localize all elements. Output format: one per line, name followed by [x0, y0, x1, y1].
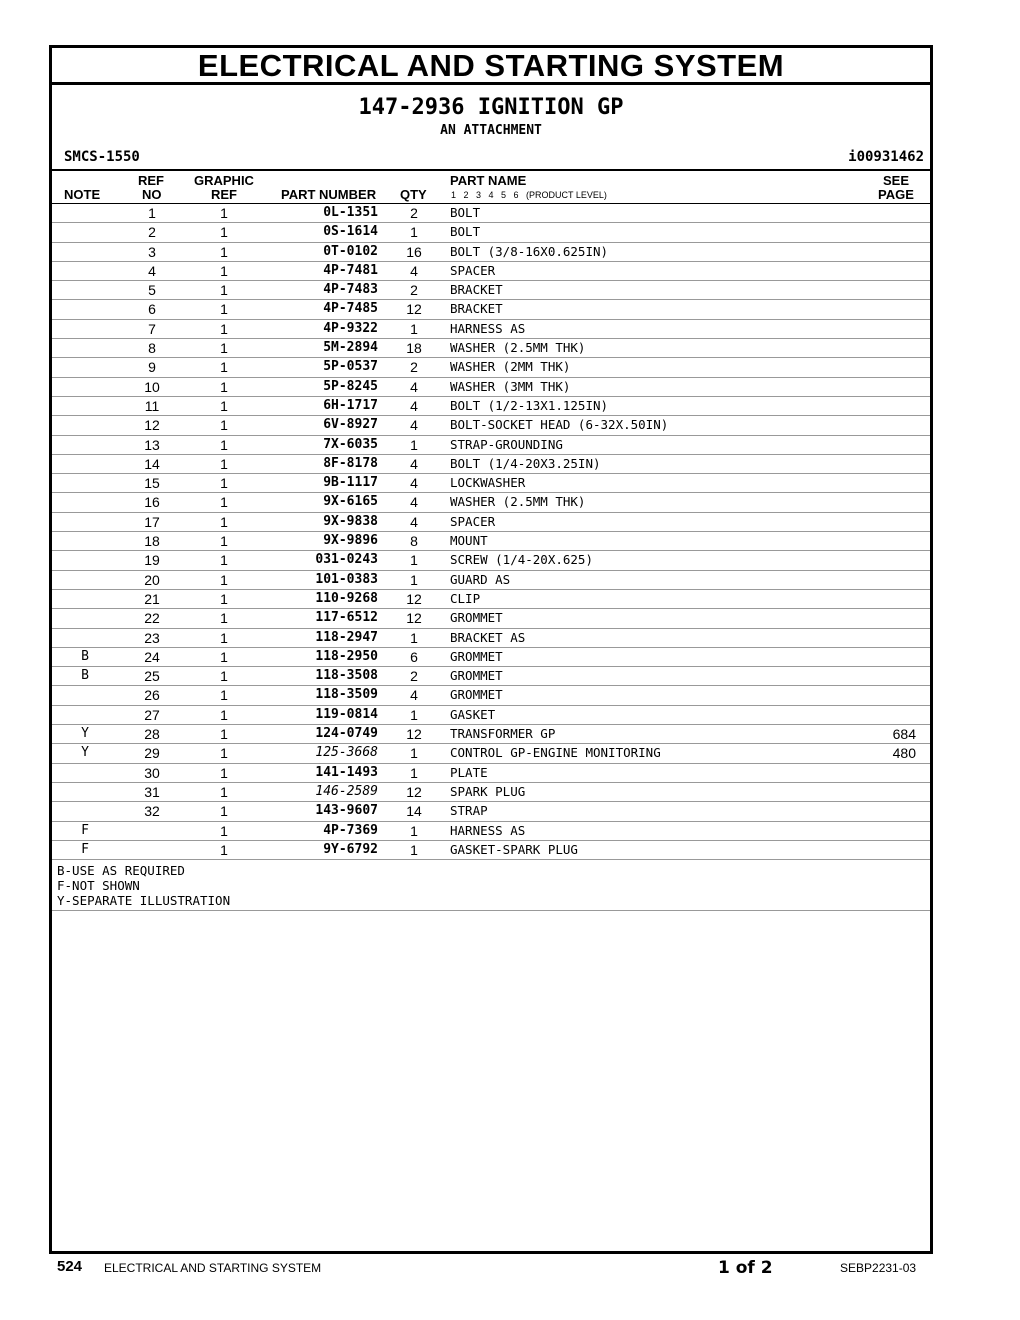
qty-cell: 12 — [406, 783, 422, 800]
ref-no-cell: 7 — [148, 320, 156, 337]
graphic-ref-cell: 1 — [220, 205, 228, 221]
note-cell: Y — [81, 726, 89, 742]
graphic-ref-cell: 1 — [220, 783, 228, 800]
graphic-ref-cell: 1 — [220, 494, 228, 511]
part-number-cell: 9X-9838 — [323, 513, 378, 529]
part-name-cell: BOLT (1/4-20X3.25IN) — [450, 455, 601, 471]
ref-no-cell: 23 — [144, 629, 160, 646]
ref-no-cell: 20 — [144, 571, 160, 588]
part-name-cell: STRAP — [450, 803, 488, 819]
part-number-cell: 110-9268 — [315, 590, 378, 606]
smcs-code: SMCS-1550 — [64, 149, 140, 165]
see-page-cell: 684 — [892, 726, 916, 743]
see-page-cell: 480 — [892, 745, 916, 762]
part-name-cell: CONTROL GP-ENGINE MONITORING — [450, 745, 661, 761]
table-row — [52, 648, 930, 667]
ref-no-cell: 26 — [144, 687, 160, 704]
part-number-cell: 4P-7369 — [323, 822, 378, 838]
qty-cell: 1 — [410, 320, 418, 337]
table-row — [52, 686, 930, 705]
ref-no-cell: 16 — [144, 494, 160, 511]
qty-cell: 1 — [410, 629, 418, 646]
note-cell: F — [81, 822, 89, 838]
qty-cell: 1 — [410, 706, 418, 723]
graphic-ref-cell: 1 — [220, 513, 228, 530]
qty-cell: 4 — [410, 397, 418, 414]
graphic-ref-cell: 1 — [220, 706, 228, 723]
part-name-cell: GROMMET — [450, 648, 503, 664]
part-number-cell: 5P-8245 — [323, 378, 378, 394]
table-row — [52, 590, 930, 609]
header-see-top: SEE — [883, 173, 910, 188]
part-number-cell: 118-2950 — [315, 648, 378, 664]
part-name-cell: WASHER (2.5MM THK) — [450, 494, 586, 510]
part-name-cell: GROMMET — [450, 687, 503, 703]
part-name-cell: BRACKET — [450, 282, 503, 298]
ref-no-cell: 30 — [144, 764, 160, 781]
table-row — [52, 725, 930, 744]
part-number-cell: 4P-7481 — [323, 262, 378, 278]
qty-cell: 8 — [410, 533, 418, 550]
part-name-cell: WASHER (2MM THK) — [450, 359, 571, 375]
ref-no-cell: 12 — [144, 417, 160, 434]
ref-no-cell: 15 — [144, 475, 160, 492]
qty-cell: 4 — [410, 475, 418, 492]
part-name-cell: GUARD AS — [450, 571, 511, 587]
part-name-cell: SPARK PLUG — [450, 783, 526, 799]
qty-cell: 1 — [410, 436, 418, 453]
graphic-ref-cell: 1 — [220, 803, 228, 820]
ref-no-cell: 31 — [144, 783, 160, 800]
table-row — [52, 262, 930, 281]
footer-page-number: 524 — [57, 1258, 83, 1275]
table-row — [52, 493, 930, 512]
ref-no-cell: 13 — [144, 436, 160, 453]
graphic-ref-cell: 1 — [220, 436, 228, 453]
notes-legend — [52, 860, 930, 911]
table-row — [52, 204, 930, 223]
graphic-ref-cell: 1 — [220, 571, 228, 588]
table-row — [52, 706, 930, 725]
ref-no-cell: 28 — [144, 726, 160, 743]
part-name-cell: STRAP-GROUNDING — [450, 436, 563, 452]
qty-cell: 4 — [410, 262, 418, 279]
part-name-cell: HARNESS AS — [450, 822, 526, 838]
graphic-ref-cell: 1 — [220, 648, 228, 665]
qty-cell: 4 — [410, 513, 418, 530]
table-row — [52, 243, 930, 262]
qty-cell: 12 — [406, 726, 422, 743]
note-line: Y-SEPARATE ILLUSTRATION — [57, 893, 231, 909]
part-number-cell: 117-6512 — [315, 610, 378, 626]
qty-cell: 2 — [410, 359, 418, 376]
parts-table-body — [52, 204, 930, 860]
part-name-cell: GROMMET — [450, 610, 503, 626]
table-row — [52, 416, 930, 435]
graphic-ref-cell: 1 — [220, 745, 228, 762]
part-number-cell: 124-0749 — [315, 726, 378, 742]
graphic-ref-cell: 1 — [220, 764, 228, 781]
graphic-ref-cell: 1 — [220, 224, 228, 241]
graphic-ref-cell: 1 — [220, 475, 228, 492]
ref-no-cell: 5 — [148, 282, 156, 299]
graphic-ref-cell: 1 — [220, 610, 228, 627]
qty-cell: 1 — [410, 764, 418, 781]
ref-no-cell: 22 — [144, 610, 160, 627]
graphic-ref-cell: 1 — [220, 552, 228, 569]
part-number-cell: 0T-0102 — [323, 243, 378, 259]
part-number-cell: 125-3668 — [315, 745, 378, 761]
note-cell: Y — [81, 745, 89, 761]
part-number-cell: 8F-8178 — [323, 455, 378, 471]
ref-no-cell: 21 — [144, 590, 160, 607]
part-name-cell: BOLT — [450, 224, 481, 240]
table-header — [52, 171, 930, 204]
table-row — [52, 513, 930, 532]
part-number-cell: 9X-9896 — [323, 533, 378, 549]
qty-cell: 1 — [410, 822, 418, 839]
part-name-cell: TRANSFORMER GP — [450, 726, 556, 742]
ref-no-cell: 25 — [144, 668, 160, 685]
header-product-level: 1 2 3 4 5 6 (PRODUCT LEVEL) — [451, 190, 607, 200]
part-name-cell: WASHER (3MM THK) — [450, 378, 571, 394]
part-name-cell: CLIP — [450, 590, 481, 606]
graphic-ref-cell: 1 — [220, 726, 228, 743]
part-number-cell: 9B-1117 — [323, 475, 378, 491]
table-row — [52, 764, 930, 783]
header-graphic-bottom: REF — [211, 187, 237, 202]
graphic-ref-cell: 1 — [220, 301, 228, 318]
part-number-cell: 141-1493 — [315, 764, 378, 780]
part-name-cell: BRACKET — [450, 301, 503, 317]
part-name-cell: WASHER (2.5MM THK) — [450, 340, 586, 356]
table-row — [52, 744, 930, 763]
graphic-ref-cell: 1 — [220, 262, 228, 279]
table-row — [52, 474, 930, 493]
table-row — [52, 841, 930, 860]
table-row — [52, 300, 930, 319]
qty-cell: 2 — [410, 668, 418, 685]
part-name-cell: HARNESS AS — [450, 320, 526, 336]
table-row — [52, 436, 930, 455]
qty-cell: 4 — [410, 378, 418, 395]
part-number-cell: 5P-0537 — [323, 359, 378, 375]
ref-no-cell: 24 — [144, 648, 160, 665]
qty-cell: 4 — [410, 455, 418, 472]
part-name-cell: SPACER — [450, 262, 496, 278]
ref-no-cell: 2 — [148, 224, 156, 241]
header-qty: QTY — [400, 187, 427, 202]
table-row — [52, 358, 930, 377]
group-title: 147-2936 IGNITION GP — [358, 95, 624, 120]
note-cell: B — [81, 648, 89, 664]
part-name-cell: BRACKET AS — [450, 629, 526, 645]
header-see-bottom: PAGE — [878, 187, 914, 202]
parts-page-frame — [49, 45, 933, 1254]
ref-no-cell: 14 — [144, 455, 160, 472]
table-row — [52, 609, 930, 628]
footer-page-of: 1 of 2 — [718, 1258, 773, 1278]
table-row — [52, 378, 930, 397]
part-number-cell: 118-3509 — [315, 687, 378, 703]
graphic-ref-cell: 1 — [220, 397, 228, 414]
part-number-cell: 146-2589 — [315, 783, 378, 799]
part-number-cell: 6H-1717 — [323, 397, 378, 413]
qty-cell: 12 — [406, 610, 422, 627]
header-ref-bottom: NO — [142, 187, 162, 202]
part-name-cell: GASKET — [450, 706, 496, 722]
table-row — [52, 397, 930, 416]
note-cell: B — [81, 668, 89, 684]
part-number-cell: 9X-6165 — [323, 494, 378, 510]
header-graphic-top: GRAPHIC — [194, 173, 254, 188]
note-line: B-USE AS REQUIRED — [57, 863, 185, 879]
ref-no-cell: 19 — [144, 552, 160, 569]
part-name-cell: BOLT — [450, 205, 481, 220]
graphic-ref-cell: 1 — [220, 320, 228, 337]
table-row — [52, 571, 930, 590]
part-number-cell: 4P-7485 — [323, 301, 378, 317]
table-row — [52, 223, 930, 242]
graphic-ref-cell: 1 — [220, 841, 228, 858]
part-name-cell: LOCKWASHER — [450, 475, 526, 491]
ref-no-cell: 1 — [148, 205, 156, 221]
qty-cell: 16 — [406, 243, 422, 260]
ref-no-cell: 4 — [148, 262, 156, 279]
graphic-ref-cell: 1 — [220, 629, 228, 646]
table-row — [52, 320, 930, 339]
qty-cell: 4 — [410, 417, 418, 434]
graphic-ref-cell: 1 — [220, 668, 228, 685]
qty-cell: 4 — [410, 494, 418, 511]
part-name-cell: BOLT (1/2-13X1.125IN) — [450, 397, 609, 413]
part-number-cell: 101-0383 — [315, 571, 378, 587]
qty-cell: 4 — [410, 687, 418, 704]
qty-cell: 12 — [406, 590, 422, 607]
qty-cell: 1 — [410, 745, 418, 762]
ref-no-cell: 8 — [148, 340, 156, 357]
note-cell: F — [81, 841, 89, 857]
graphic-ref-cell: 1 — [220, 590, 228, 607]
part-number-cell: 4P-7483 — [323, 282, 378, 298]
group-header — [52, 85, 930, 171]
graphic-ref-cell: 1 — [220, 455, 228, 472]
part-number-cell: 5M-2894 — [323, 340, 378, 356]
graphic-ref-cell: 1 — [220, 378, 228, 395]
graphic-ref-cell: 1 — [220, 282, 228, 299]
page-title: ELECTRICAL AND STARTING SYSTEM — [52, 48, 930, 85]
graphic-ref-cell: 1 — [220, 822, 228, 839]
part-number-cell: 118-3508 — [315, 668, 378, 684]
qty-cell: 1 — [410, 841, 418, 858]
ref-no-cell: 3 — [148, 243, 156, 260]
table-row — [52, 822, 930, 841]
table-row — [52, 667, 930, 686]
part-number-cell: 0L-1351 — [323, 205, 378, 220]
part-name-cell: MOUNT — [450, 533, 488, 549]
page-footer — [0, 1258, 1020, 1282]
ref-no-cell: 17 — [144, 513, 160, 530]
part-name-cell: BOLT-SOCKET HEAD (6-32X.50IN) — [450, 417, 669, 433]
graphic-ref-cell: 1 — [220, 417, 228, 434]
footer-doc-id: SEBP2231-03 — [840, 1261, 917, 1275]
table-row — [52, 802, 930, 821]
part-number-cell: 118-2947 — [315, 629, 378, 645]
header-note: NOTE — [64, 187, 101, 202]
ref-no-cell: 29 — [144, 745, 160, 762]
header-part-number: PART NUMBER — [281, 187, 377, 202]
table-row — [52, 455, 930, 474]
ref-no-cell: 27 — [144, 706, 160, 723]
table-row — [52, 532, 930, 551]
part-name-cell: SPACER — [450, 513, 496, 529]
qty-cell: 2 — [410, 205, 418, 221]
header-part-name: PART NAME — [450, 173, 527, 188]
part-name-cell: PLATE — [450, 764, 488, 780]
graphic-ref-cell: 1 — [220, 533, 228, 550]
graphic-ref-cell: 1 — [220, 687, 228, 704]
part-number-cell: 143-9607 — [315, 803, 378, 819]
qty-cell: 14 — [406, 803, 422, 820]
table-row — [52, 629, 930, 648]
ref-no-cell: 9 — [148, 359, 156, 376]
qty-cell: 2 — [410, 282, 418, 299]
qty-cell: 1 — [410, 571, 418, 588]
part-number-cell: 9Y-6792 — [323, 841, 378, 857]
part-number-cell: 031-0243 — [315, 552, 378, 568]
header-ref-top: REF — [138, 173, 164, 188]
part-number-cell: 4P-9322 — [323, 320, 378, 336]
part-name-cell: SCREW (1/4-20X.625) — [450, 552, 593, 568]
ref-no-cell: 10 — [144, 378, 160, 395]
table-row — [52, 551, 930, 570]
footer-section: ELECTRICAL AND STARTING SYSTEM — [104, 1261, 322, 1275]
ref-no-cell: 6 — [148, 301, 156, 318]
illustration-id: i00931462 — [848, 149, 924, 165]
ref-no-cell: 11 — [144, 397, 160, 414]
ref-no-cell: 18 — [144, 533, 160, 550]
qty-cell: 6 — [410, 648, 418, 665]
group-subtitle: AN ATTACHMENT — [440, 123, 542, 138]
qty-cell: 12 — [406, 301, 422, 318]
table-row — [52, 783, 930, 802]
part-number-cell: 7X-6035 — [323, 436, 378, 452]
qty-cell: 1 — [410, 224, 418, 241]
graphic-ref-cell: 1 — [220, 340, 228, 357]
part-name-cell: GASKET-SPARK PLUG — [450, 841, 578, 857]
part-number-cell: 119-0814 — [315, 706, 378, 722]
part-number-cell: 0S-1614 — [323, 224, 378, 240]
part-name-cell: GROMMET — [450, 668, 503, 684]
part-name-cell: BOLT (3/8-16X0.625IN) — [450, 243, 609, 259]
table-row — [52, 281, 930, 300]
ref-no-cell: 32 — [144, 803, 160, 820]
graphic-ref-cell: 1 — [220, 359, 228, 376]
note-line: F-NOT SHOWN — [57, 878, 140, 894]
table-row — [52, 339, 930, 358]
qty-cell: 1 — [410, 552, 418, 569]
qty-cell: 18 — [406, 340, 422, 357]
part-number-cell: 6V-8927 — [323, 417, 378, 433]
graphic-ref-cell: 1 — [220, 243, 228, 260]
